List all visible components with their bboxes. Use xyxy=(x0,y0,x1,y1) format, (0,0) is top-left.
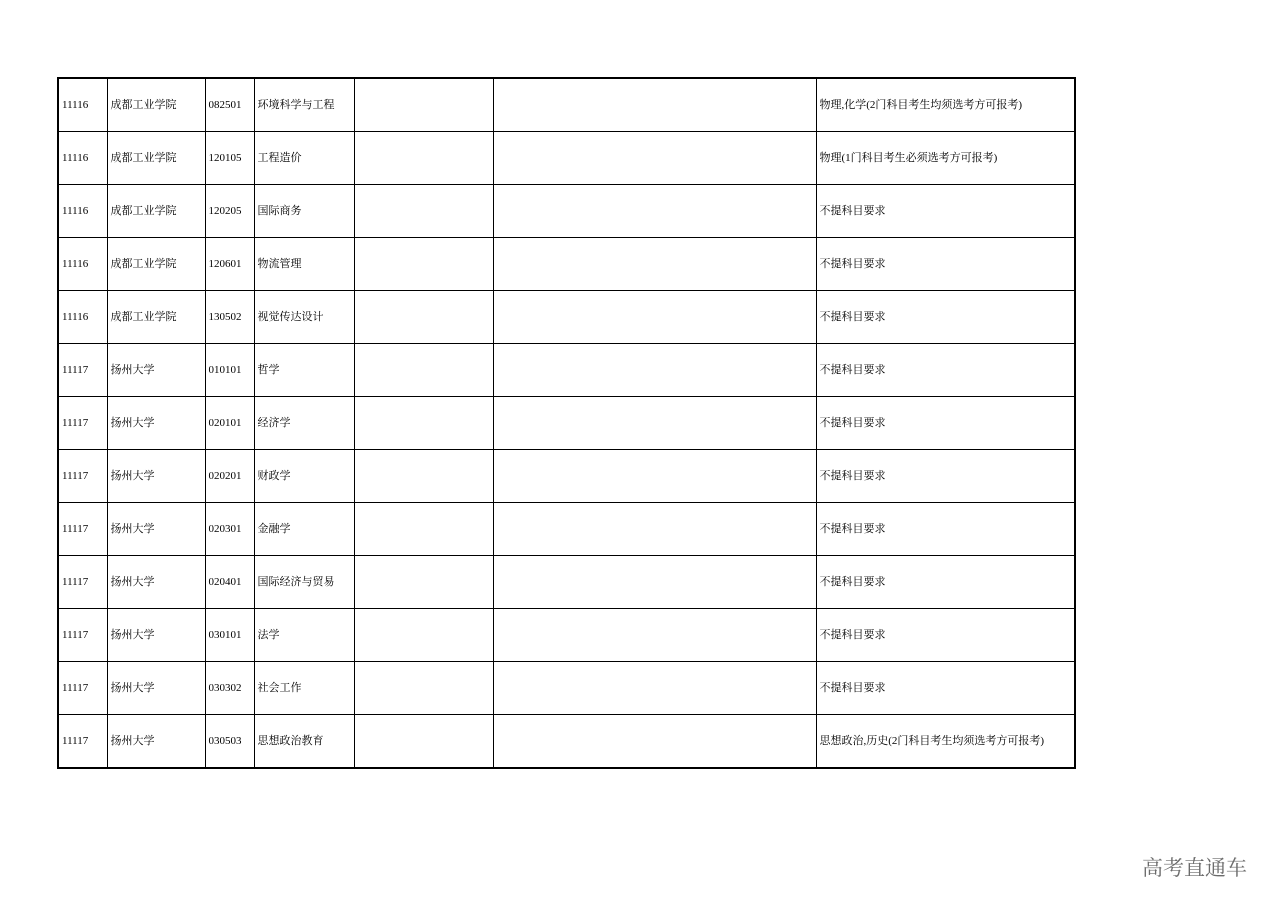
empty-cell-a xyxy=(354,344,493,397)
table-row xyxy=(58,344,1075,397)
empty-cell-a xyxy=(354,185,493,238)
empty-cell-a xyxy=(354,503,493,556)
school-code-cell: 11116 xyxy=(58,132,107,185)
empty-cell-b xyxy=(493,78,816,132)
empty-cell-a xyxy=(354,238,493,291)
major-name-cell: 物流管理 xyxy=(254,238,354,291)
subject-requirement-cell: 不提科目要求 xyxy=(816,185,1075,238)
table-row xyxy=(58,450,1075,503)
table-row xyxy=(58,503,1075,556)
subject-requirement-cell: 物理(1门科目考生必须选考方可报考) xyxy=(816,132,1075,185)
major-code-cell: 010101 xyxy=(205,344,254,397)
major-name-cell: 工程造价 xyxy=(254,132,354,185)
major-code-cell: 130502 xyxy=(205,291,254,344)
subject-requirement-cell: 不提科目要求 xyxy=(816,450,1075,503)
school-name-cell: 扬州大学 xyxy=(107,662,205,715)
major-name-cell: 国际经济与贸易 xyxy=(254,556,354,609)
major-code-cell: 020201 xyxy=(205,450,254,503)
school-code-cell: 11117 xyxy=(58,503,107,556)
major-code-cell: 020401 xyxy=(205,556,254,609)
school-name-cell: 成都工业学院 xyxy=(107,78,205,132)
school-code-cell: 11117 xyxy=(58,609,107,662)
empty-cell-b xyxy=(493,609,816,662)
empty-cell-b xyxy=(493,450,816,503)
school-code-cell: 11116 xyxy=(58,291,107,344)
major-code-cell: 120205 xyxy=(205,185,254,238)
empty-cell-a xyxy=(354,450,493,503)
school-code-cell: 11117 xyxy=(58,662,107,715)
school-code-cell: 11117 xyxy=(58,715,107,769)
school-code-cell: 11117 xyxy=(58,556,107,609)
empty-cell-b xyxy=(493,238,816,291)
school-code-cell: 11116 xyxy=(58,238,107,291)
major-code-cell: 120105 xyxy=(205,132,254,185)
school-code-cell: 11116 xyxy=(58,185,107,238)
major-code-cell: 020101 xyxy=(205,397,254,450)
subject-requirement-cell: 不提科目要求 xyxy=(816,238,1075,291)
subject-requirement-cell: 不提科目要求 xyxy=(816,503,1075,556)
empty-cell-b xyxy=(493,556,816,609)
major-name-cell: 思想政治教育 xyxy=(254,715,354,769)
subject-requirement-cell: 不提科目要求 xyxy=(816,662,1075,715)
major-name-cell: 哲学 xyxy=(254,344,354,397)
subject-requirement-cell: 不提科目要求 xyxy=(816,344,1075,397)
subject-requirement-cell: 物理,化学(2门科目考生均须选考方可报考) xyxy=(816,78,1075,132)
empty-cell-a xyxy=(354,132,493,185)
table-row xyxy=(58,185,1075,238)
major-code-cell: 030503 xyxy=(205,715,254,769)
table-row xyxy=(58,397,1075,450)
table-row xyxy=(58,132,1075,185)
watermark-text: 高考直通车 xyxy=(1142,856,1247,880)
subject-requirements-table xyxy=(57,77,1076,769)
school-name-cell: 扬州大学 xyxy=(107,397,205,450)
school-name-cell: 扬州大学 xyxy=(107,715,205,769)
major-code-cell: 030302 xyxy=(205,662,254,715)
empty-cell-a xyxy=(354,397,493,450)
school-name-cell: 扬州大学 xyxy=(107,450,205,503)
empty-cell-b xyxy=(493,397,816,450)
school-code-cell: 11116 xyxy=(58,78,107,132)
empty-cell-a xyxy=(354,556,493,609)
empty-cell-a xyxy=(354,291,493,344)
major-code-cell: 030101 xyxy=(205,609,254,662)
subject-requirement-cell: 不提科目要求 xyxy=(816,556,1075,609)
empty-cell-b xyxy=(493,185,816,238)
school-name-cell: 扬州大学 xyxy=(107,344,205,397)
major-code-cell: 082501 xyxy=(205,78,254,132)
major-name-cell: 国际商务 xyxy=(254,185,354,238)
subject-requirement-cell: 思想政治,历史(2门科目考生均须选考方可报考) xyxy=(816,715,1075,769)
empty-cell-a xyxy=(354,78,493,132)
school-code-cell: 11117 xyxy=(58,450,107,503)
school-name-cell: 扬州大学 xyxy=(107,609,205,662)
subject-requirement-cell: 不提科目要求 xyxy=(816,609,1075,662)
empty-cell-b xyxy=(493,344,816,397)
table-row xyxy=(58,609,1075,662)
school-name-cell: 扬州大学 xyxy=(107,503,205,556)
empty-cell-b xyxy=(493,291,816,344)
subject-requirement-cell: 不提科目要求 xyxy=(816,397,1075,450)
major-name-cell: 经济学 xyxy=(254,397,354,450)
school-code-cell: 11117 xyxy=(58,397,107,450)
empty-cell-b xyxy=(493,715,816,769)
subject-requirement-cell: 不提科目要求 xyxy=(816,291,1075,344)
table-row xyxy=(58,238,1075,291)
school-name-cell: 成都工业学院 xyxy=(107,291,205,344)
major-code-cell: 020301 xyxy=(205,503,254,556)
school-name-cell: 成都工业学院 xyxy=(107,185,205,238)
empty-cell-a xyxy=(354,662,493,715)
empty-cell-b xyxy=(493,662,816,715)
empty-cell-b xyxy=(493,132,816,185)
major-name-cell: 金融学 xyxy=(254,503,354,556)
empty-cell-a xyxy=(354,715,493,769)
major-name-cell: 法学 xyxy=(254,609,354,662)
table-row xyxy=(58,291,1075,344)
table-row xyxy=(58,662,1075,715)
major-name-cell: 社会工作 xyxy=(254,662,354,715)
major-name-cell: 视觉传达设计 xyxy=(254,291,354,344)
empty-cell-a xyxy=(354,609,493,662)
table-row xyxy=(58,715,1075,769)
table-body xyxy=(58,78,1075,768)
table-row xyxy=(58,556,1075,609)
major-name-cell: 财政学 xyxy=(254,450,354,503)
school-name-cell: 成都工业学院 xyxy=(107,238,205,291)
school-name-cell: 成都工业学院 xyxy=(107,132,205,185)
school-code-cell: 11117 xyxy=(58,344,107,397)
major-code-cell: 120601 xyxy=(205,238,254,291)
major-name-cell: 环境科学与工程 xyxy=(254,78,354,132)
table-row xyxy=(58,78,1075,132)
school-name-cell: 扬州大学 xyxy=(107,556,205,609)
empty-cell-b xyxy=(493,503,816,556)
